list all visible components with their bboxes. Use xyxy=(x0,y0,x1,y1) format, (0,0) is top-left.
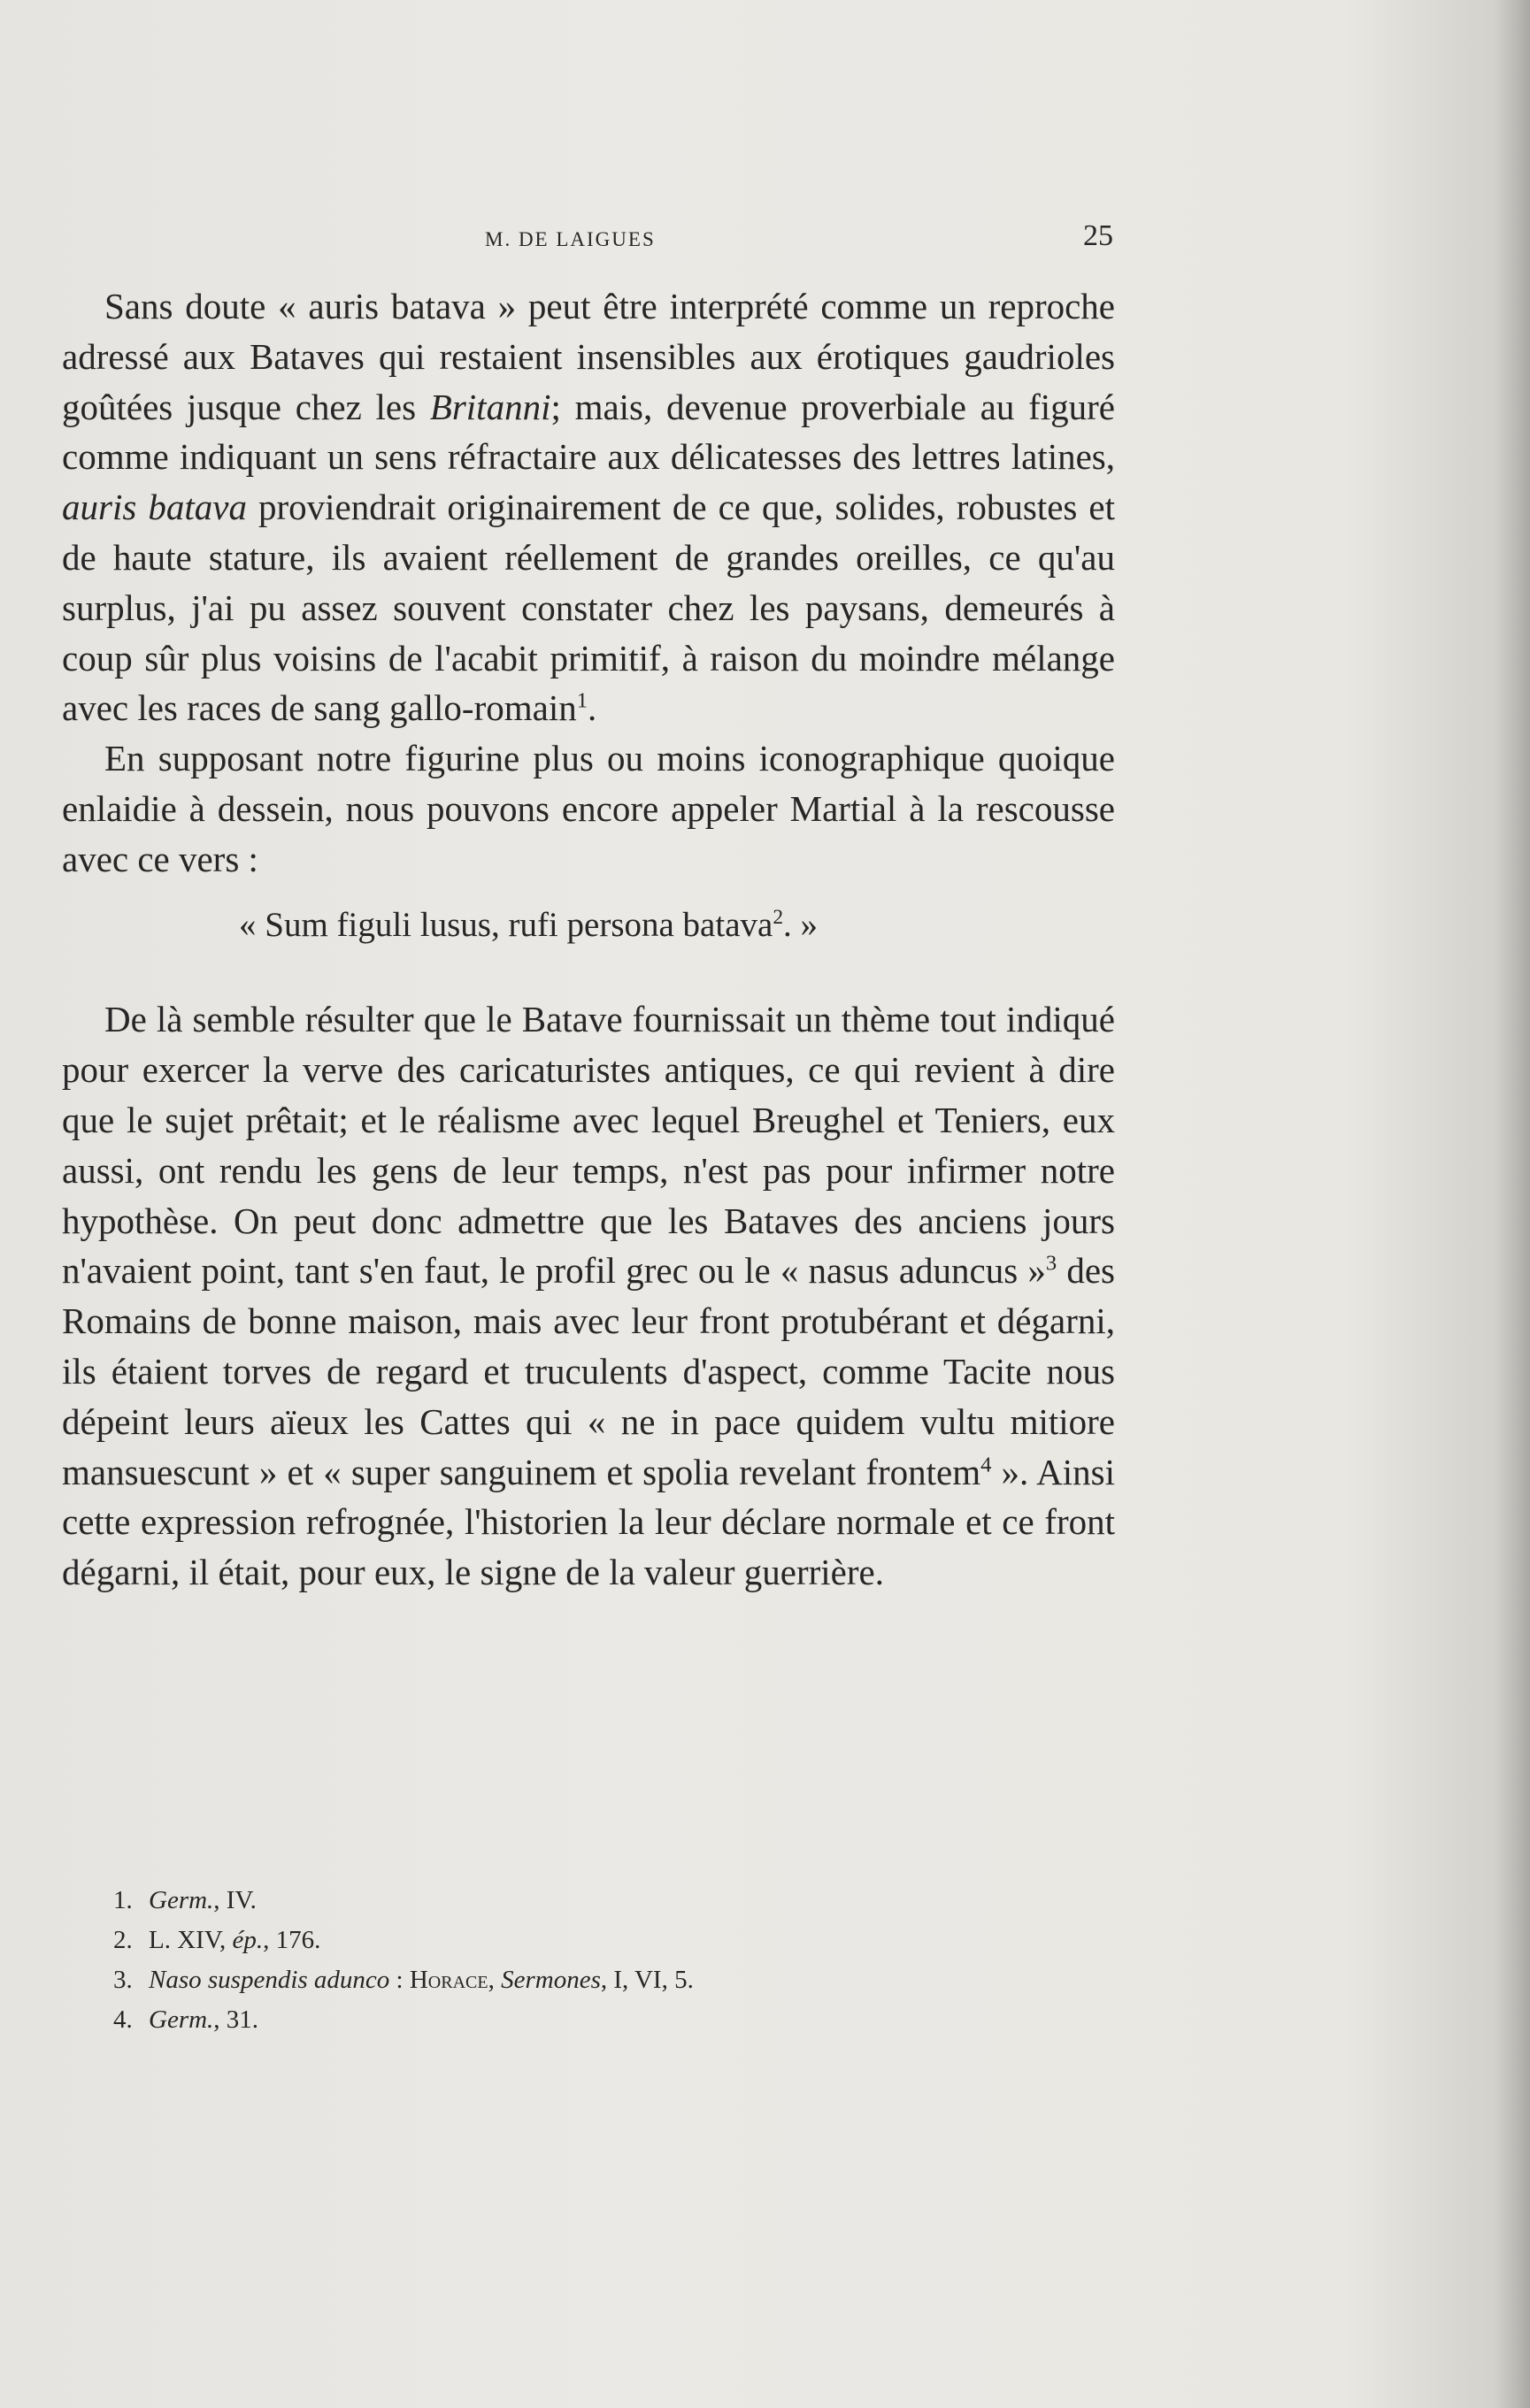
footnote-ref-1: 1 xyxy=(576,688,588,713)
footnote-number: 2. xyxy=(113,1926,133,1954)
p1-text-a: Sans doute « auris batava » peut être interprété comme un reproche adressé aux Bataves qui restaient insensibles aux érotiques gaudrioles goûtées jusque chez les xyxy=(62,286,1115,427)
footnote-italic: Germ. xyxy=(149,1886,214,1914)
page-header xyxy=(69,219,1113,264)
running-head: M. DE LAIGUES xyxy=(485,228,656,250)
p3-text-b: des Romains de bonne maison, mais avec leur front protubérant et dégarni, ils étaient torves de regard et truculents d'aspect, comme Tacite nous dépeint leurs aïeux les Cattes qui « ne in pace quidem vultu mitiore mansuescunt » et « super sanguinem et spolia revelant frontem xyxy=(62,1250,1116,1492)
verse-quote xyxy=(62,901,1115,951)
paragraph-3 xyxy=(62,994,1115,1598)
footnote-ref-3: 3 xyxy=(1045,1251,1057,1276)
footnote-3 xyxy=(113,1960,998,2000)
footnote-italic: Naso suspendis adunco xyxy=(149,1966,390,1994)
footnote-ref-4: 4 xyxy=(980,1452,992,1476)
footnote-2 xyxy=(113,1921,998,1960)
p1-text-end: . xyxy=(588,687,597,729)
p3-text-c: ». Ainsi cette expression refrognée, l'historien la leur déclare normale et ce front dégarni, il était, pour eux, le signe de la valeur guerrière. xyxy=(62,1451,1115,1593)
footnote-italic: Sermones xyxy=(501,1966,601,1994)
footnote-4 xyxy=(113,2000,998,2040)
p1-text-c: ; mais, devenue proverbiale au figuré comme indiquant un sens réfractaire aux délicatesses des lettres latines, xyxy=(62,386,1115,478)
footnote-text: , 176. xyxy=(263,1926,321,1954)
footnote-text: : xyxy=(389,1966,410,1994)
footnote-number: 4. xyxy=(113,2005,133,2034)
body-text xyxy=(62,281,1115,1598)
footnote-text: , 31. xyxy=(213,2005,259,2034)
footnote-text: , xyxy=(488,1966,502,1994)
footnote-text: L. XIV, xyxy=(149,1926,233,1954)
page-spine-shadow xyxy=(1495,0,1530,2408)
footnote-number: 1. xyxy=(113,1886,133,1914)
footnote-author: Horace xyxy=(409,1966,488,1994)
footnote-1 xyxy=(113,1881,998,1921)
p3-text-a: De là semble résulter que le Batave fournissait un thème tout indiqué pour exercer la verve des caricaturistes antiques, ce qui revient à dire que le sujet prêtait; et le réalisme avec lequel Breughel et Teniers, eux aussi, ont rendu les gens de leur temps, n'est pas pour infirmer notre hypothèse. On peut donc admettre que les Bataves des anciens jours n'avaient point, tant s'en faut, le profil grec ou le « nasus aduncus » xyxy=(62,999,1115,1292)
footnote-text: , I, VI, 5. xyxy=(600,1966,694,1994)
footnote-italic: Germ. xyxy=(149,2005,214,2034)
p1-text-e: proviendrait originairement de ce que, solides, robustes et de haute stature, ils avaient réellement de grandes oreilles, ce qu'au surplus, j'ai pu assez souvent constater chez les paysans, demeurés à coup sûr plus voisins de l'acabit primitif, à raison du moindre mélange avec les races de sang gallo-romain xyxy=(62,487,1115,729)
footnote-text: , IV. xyxy=(213,1886,257,1914)
p1-italic-britanni: Britanni xyxy=(429,386,551,427)
quote-end: . » xyxy=(783,905,819,944)
paragraph-1 xyxy=(62,281,1115,733)
page-number: 25 xyxy=(1083,219,1113,252)
p1-italic-auris-batava: auris batava xyxy=(62,487,247,528)
footnote-italic: ép. xyxy=(232,1926,264,1954)
footnote-ref-2: 2 xyxy=(773,905,784,929)
footnotes xyxy=(113,1881,998,2040)
quote-text: « Sum figuli lusus, rufi persona batava xyxy=(239,905,773,944)
footnote-number: 3. xyxy=(113,1966,133,1994)
paragraph-2: En supposant notre figurine plus ou moins iconographique quoique enlaidie à dessein, nous pouvons encore appeler Martial à la rescousse avec ce vers : xyxy=(62,738,1115,879)
